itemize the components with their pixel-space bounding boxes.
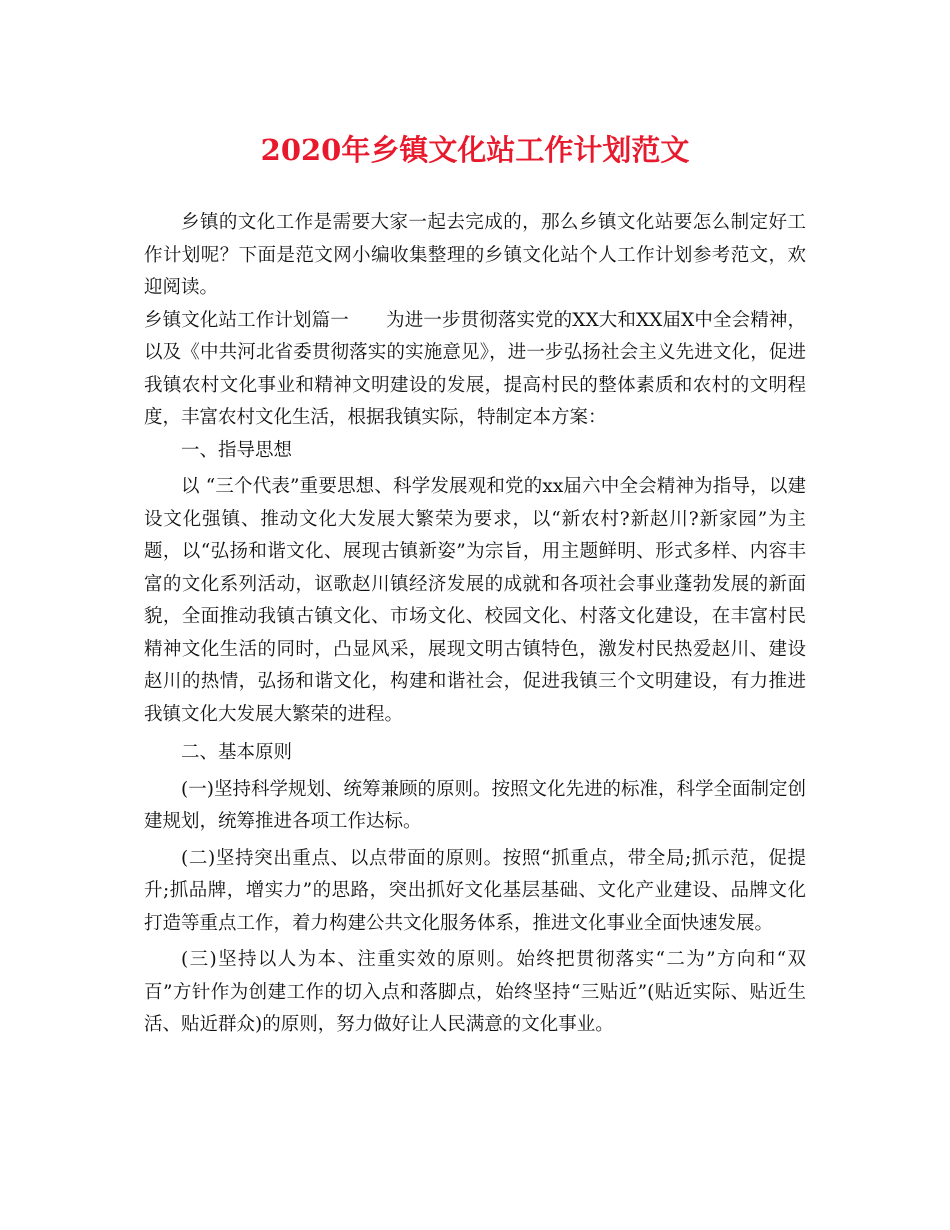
principle-one-paragraph: (一)坚持科学规划、统筹兼顾的原则。按照文化先进的标准，科学全面制定创建规划，统筹推进各项工作达标。 bbox=[144, 778, 806, 832]
document-title: 2020年乡镇文化站工作计划范文 bbox=[260, 133, 690, 167]
guiding-thought-paragraph: 以 “三个代表”重要思想、科学发展观和党的xx届六中全会精神为指导，以建设文化强镇、推动文化大发展大繁荣为要求，以“新农村?新赵川?新家园”为主题，以“弘扬和谐文化、展现古镇新姿”为宗旨，用主题鲜明、形式多样、内容丰富的文化系列活动，讴歌赵川镇经济发展的成就和各项社会事业蓬勃发展的新面貌，全面推动我镇古镇文化、市场文化、校园文化、村落文化建设，在丰富村民精神文化生活的同时，凸显风采，展现文明古镇特色，激发村民热爱赵川、建设赵川的热情，弘扬和谐文化，构建和谐社会，促进我镇三个文明建设，有力推进我镇文化大发展大繁荣的进程。 bbox=[144, 476, 806, 725]
document-body bbox=[144, 207, 806, 1042]
principle-two-paragraph: (二)坚持突出重点、以点带面的原则。按照“抓重点，带全局;抓示范，促提升;抓品牌，增实力”的思路，突出抓好文化基层基础、文化产业建设、品牌文化打造等重点工作，着力构建公共文化服务体系，推进文化事业全面快速发展。 bbox=[144, 847, 806, 934]
section-heading-guiding-thought: 一、指导思想 bbox=[181, 439, 293, 461]
intro-paragraph: 乡镇的文化工作是需要大家一起去完成的，那么乡镇文化站要怎么制定好工作计划呢？下面是范文网小编收集整理的乡镇文化站个人工作计划参考范文，欢迎阅读。 bbox=[144, 212, 806, 298]
plan-one-paragraph: 乡镇文化站工作计划篇一 为进一步贯彻落实党的XX大和XX届X中全会精神，以及《中共河北省委贯彻落实的实施意见》，进一步弘扬社会主义先进文化，促进我镇农村文化事业和精神文明建设的发展，提高村民的整体素质和农村的文明程度，丰富农村文化生活，根据我镇实际，特制定本方案： bbox=[144, 309, 806, 428]
principle-three-paragraph: (三)坚持以人为本、注重实效的原则。始终把贯彻落实“二为”方向和“双百”方针作为创建工作的切入点和落脚点，始终坚持“三贴近”(贴近实际、贴近生活、贴近群众)的原则，努力做好让人民满意的文化事业。 bbox=[144, 949, 806, 1035]
section-heading-basic-principles: 二、基本原则 bbox=[181, 742, 293, 763]
